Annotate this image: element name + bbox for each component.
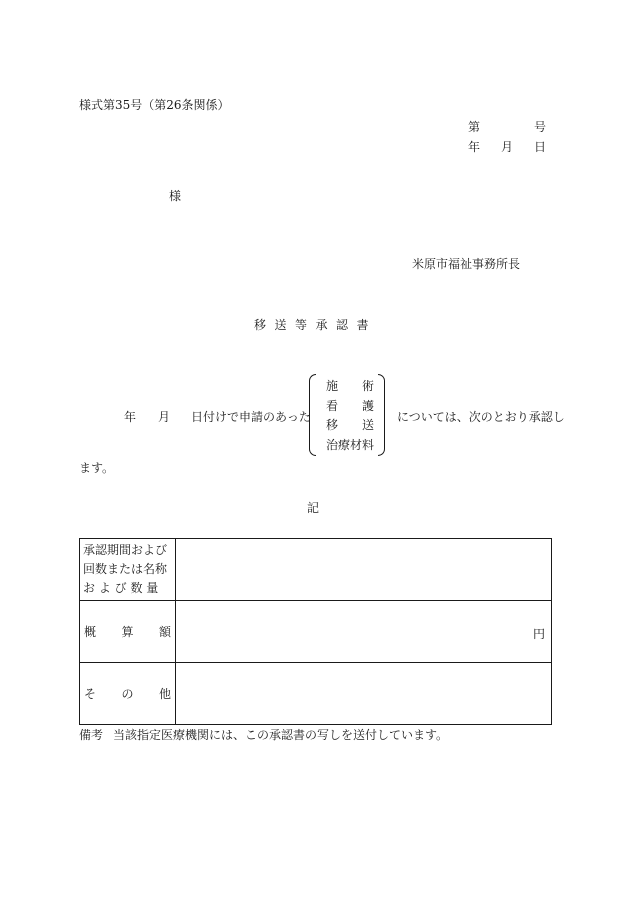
other-value-cell[interactable] [176, 663, 552, 725]
option-item: 移 送 [326, 418, 374, 432]
issue-date-line [468, 141, 546, 153]
other-label-cell: そ の 他 [80, 663, 176, 725]
table-row [80, 663, 552, 725]
document-number-line [468, 121, 546, 133]
estimate-value-cell[interactable] [176, 601, 552, 663]
number-suffix: 号 [533, 120, 546, 134]
service-options-list [326, 377, 374, 455]
body-continuation: ます。 [79, 461, 115, 475]
estimate-label-cell: 概 算 額 [80, 601, 176, 663]
option-item: 看 護 [326, 398, 374, 413]
date-month: 月 [500, 140, 513, 154]
body-month: 月 [158, 410, 171, 424]
table-row [80, 539, 552, 601]
table-row [80, 601, 552, 663]
date-year: 年 [468, 140, 481, 154]
remark-note [79, 729, 448, 741]
remark-text: 当該指定医療機関には、この承認書の写しを送付しています。 [113, 728, 449, 742]
option-item: 施 術 [326, 379, 374, 393]
left-bracket [309, 374, 316, 456]
option-item: 治療材料 [326, 437, 375, 452]
right-bracket [378, 374, 385, 456]
period-label-cell [80, 539, 176, 601]
period-label-line: 回数または名称 [83, 562, 168, 576]
yen-unit: 円 [532, 627, 545, 641]
form-number: 様式第35号（第26条関係） [79, 98, 230, 112]
period-value-cell[interactable] [176, 539, 552, 601]
body-text-after: については、次のとおり承認し [397, 410, 565, 424]
period-label-line: 承認期間および [83, 543, 168, 557]
number-prefix: 第 [468, 120, 481, 134]
addressee-honorific: 様 [169, 189, 182, 203]
date-day: 日 [533, 140, 546, 154]
document-title: 移送等承認書 [254, 318, 378, 332]
ki-heading: 記 [307, 501, 320, 515]
approval-table [79, 538, 552, 725]
issuer-name: 米原市福祉事務所長 [412, 257, 521, 271]
period-label-line: お よ び 数 量 [83, 581, 159, 595]
body-text-before: 日付けで申請のあった [191, 410, 311, 424]
body-year: 年 [124, 410, 137, 424]
remark-label: 備考 [79, 728, 104, 742]
